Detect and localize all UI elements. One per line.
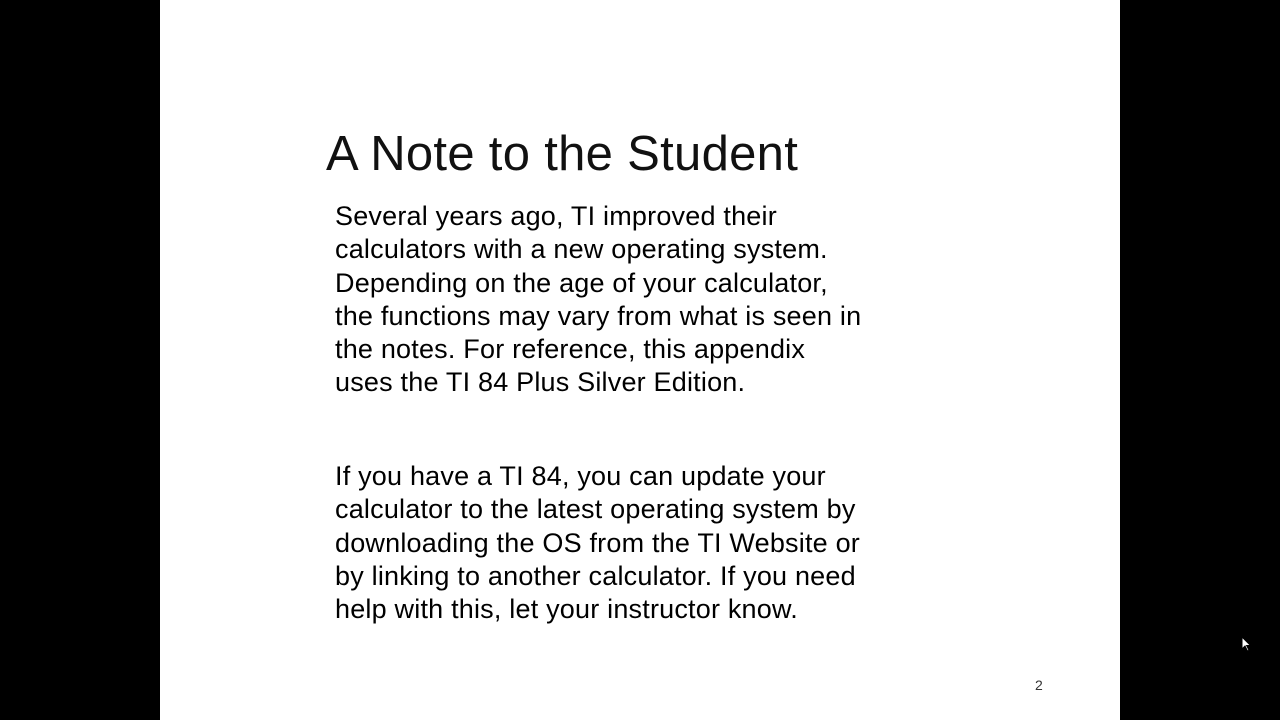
text-line: uses the TI 84 Plus Silver Edition. (335, 367, 746, 398)
text-line: the functions may vary from what is seen in (335, 300, 862, 331)
text-line: by linking to another calculator. If you need (335, 560, 856, 591)
text-line: downloading the OS from the TI Website or (335, 527, 860, 558)
paragraph-os-note (335, 200, 861, 400)
slide-title: A Note to the Student (326, 127, 799, 181)
text-line: If you have a TI 84, you can update your (335, 461, 826, 491)
text-line: calculators with a new operating system. (335, 234, 828, 265)
page-number: 2 (1035, 677, 1043, 693)
text-line: help with this, let your instructor know. (335, 594, 798, 625)
text-line: Several years ago, TI improved their (335, 201, 777, 231)
text-line: the notes. For reference, this appendix (335, 334, 806, 365)
mouse-pointer-icon (1241, 636, 1253, 652)
slide (160, 0, 1120, 720)
paragraph-update-note (335, 460, 860, 626)
text-line: calculator to the latest operating system by (335, 494, 856, 525)
text-line: Depending on the age of your calculator, (335, 267, 828, 298)
